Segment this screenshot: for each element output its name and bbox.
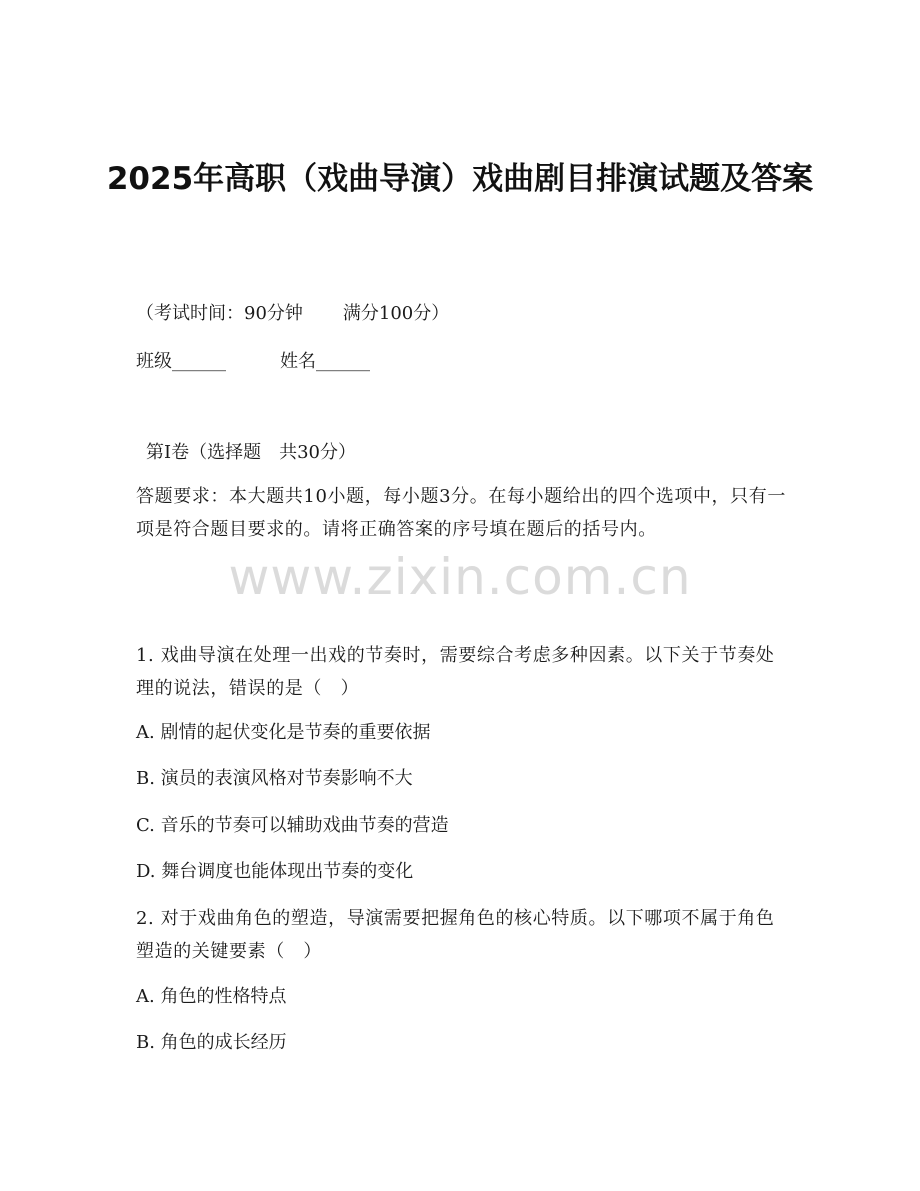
class-field-label: 班级______ xyxy=(136,351,226,372)
exam-score: 满分100分） xyxy=(342,303,450,324)
question-2-option-b: B. 角色的成长经历 xyxy=(136,1032,287,1053)
question-1-stem: 1. 戏曲导演在处理一出戏的节奏时，需要综合考虑多种因素。以下关于节奏处理的说法，错误的是（ ） xyxy=(136,645,775,699)
question-1-option-d: D. 舞台调度也能体现出节奏的变化 xyxy=(136,861,414,882)
watermark: www.zixin.com.cn xyxy=(228,548,692,606)
question-2-option-a: A. 角色的性格特点 xyxy=(136,986,287,1007)
student-fields xyxy=(136,346,786,378)
exam-time: （考试时间：90分钟 xyxy=(136,303,303,324)
question-1-option-a: A. 剧情的起伏变化是节奏的重要依据 xyxy=(136,722,431,743)
section-heading: 第Ⅰ卷（选择题 共30分） xyxy=(146,442,357,463)
question-1-option-c: C. 音乐的节奏可以辅助戏曲节奏的营造 xyxy=(136,815,449,836)
exam-info xyxy=(136,298,786,330)
section-instructions: 答题要求：本大题共10小题，每小题3分。在每小题给出的四个选项中，只有一项是符合题目要求的。请将正确答案的序号填在题后的括号内。 xyxy=(136,486,786,540)
question-2-stem: 2. 对于戏曲角色的塑造，导演需要把握角色的核心特质。以下哪项不属于角色塑造的关键要素（ ） xyxy=(136,908,775,962)
page-title: 2025年高职（戏曲导演）戏曲剧目排演试题及答案 xyxy=(106,161,814,197)
name-field-label: 姓名______ xyxy=(280,351,370,372)
question-1-option-b: B. 演员的表演风格对节奏影响不大 xyxy=(136,768,413,789)
